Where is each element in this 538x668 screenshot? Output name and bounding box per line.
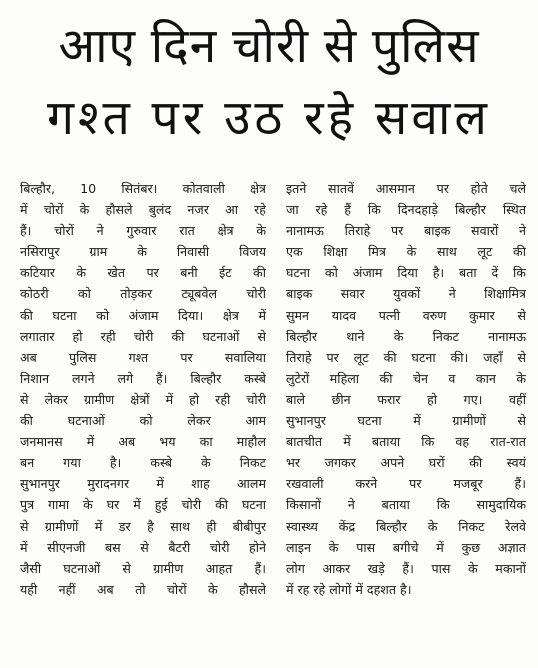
- body-line: बन गया है। कस्बे के निकट: [20, 455, 266, 471]
- body-line: कटियार के खेत पर बनी ईट की: [20, 265, 266, 281]
- body-line: घटना को अंजाम दिया है। बता दें कि: [286, 265, 526, 281]
- body-line: हैं। चोरों ने गुरुवार रात क्षेत्र के: [20, 223, 266, 239]
- body-line: सुभानपुर घटना में ग्रामीणों से: [286, 413, 526, 429]
- article-column-left: [20, 178, 266, 600]
- headline-line-2: गश्त पर उठ रहे सवाल: [47, 90, 491, 146]
- body-line: स्वास्थ्य केंद्र बिल्हौर के निकट रेलवे: [286, 518, 526, 534]
- body-line: लुटेरों महिला की चेन व कान के: [286, 370, 526, 386]
- body-line: अब पुलिस गश्त पर सवालिया: [20, 349, 266, 365]
- body-line: बाइक सवार युवकों ने शिक्षामित्र: [286, 286, 526, 302]
- body-line: जा रहे हैं कि दिनदहाड़े बिल्हौर स्थित: [286, 202, 526, 218]
- body-line: बिल्हौर, 10 सितंबर। कोतवाली क्षेत्र: [20, 181, 266, 196]
- body-line: बाले छीन फरार हो गए। वहीं: [286, 391, 526, 407]
- body-line: से ग्रामीणों में डर है साथ ही बीबीपुर: [20, 518, 266, 534]
- body-line: बिल्हौर थाने के निकट नानामऊ: [286, 328, 526, 344]
- body-line: नानामऊ तिराहे पर बाइक सवारों ने: [286, 223, 526, 239]
- body-line: में चोरों के हौसले बुलंद नजर आ रहे: [20, 202, 266, 218]
- body-line: भर जगकर अपने घरों की स्वयं: [286, 455, 526, 471]
- headline-line-1: आए दिन चोरी से पुलिस: [58, 18, 480, 74]
- body-line: में रह रहे लोगों में दहशत है।: [286, 581, 412, 597]
- body-line: इतने सातवें आसमान पर होते चले: [286, 181, 526, 196]
- body-line: की घटना को अंजाम दिया। क्षेत्र में: [20, 307, 266, 323]
- body-line: की घटनाओं को लेकर आम: [20, 413, 266, 429]
- body-line: लाइन के पास बगीचे में कुछ अज्ञात: [286, 539, 526, 555]
- body-line: से लेकर ग्रामीण क्षेत्रों में हो रही चोरी: [20, 391, 266, 407]
- body-line: कोठरी को तोड़कर ट्यूबवेल चोरी: [20, 286, 266, 302]
- body-line: सुभानपुर मुरादनगर में शाह आलम: [20, 476, 266, 492]
- body-line: बातचीत में बताया कि वह रात-रात: [286, 434, 526, 450]
- body-line: एक शिक्षा मित्र के साथ लूट की: [286, 244, 526, 260]
- article-column-right: [286, 178, 526, 600]
- body-line: सुमन यादव पत्नी वरुण कुमार से: [286, 307, 526, 323]
- body-line: तिराहे पर लूट की घटना की। जहाँ से: [286, 349, 526, 365]
- body-line: जैसी घटनाओं से ग्रामीण आहत हैं।: [20, 560, 266, 576]
- body-line: यही नहीं अब तो चोरों के हौसले: [20, 581, 266, 597]
- body-line: नसिरापुर ग्राम के निवासी विजय: [20, 244, 266, 260]
- body-line: रखवाली करने पर मजबूर हैं।: [286, 476, 526, 492]
- body-line: लोग आकर खड़े हैं। पास के मकानों: [286, 560, 526, 576]
- body-line: पुत्र गामा के घर में हुई चोरी की घटना: [20, 497, 266, 513]
- body-line: निशान लगने लगे हैं। बिल्हौर कस्बे: [20, 370, 266, 386]
- body-line: लगातार हो रही चोरी की घटनाओं से: [20, 328, 266, 344]
- body-line: में सीएनजी बस से बैटरी चोरी होने: [20, 539, 266, 555]
- column-gutter: [268, 180, 269, 640]
- body-line: किसानों ने बताया कि सामुदायिक: [286, 497, 526, 513]
- body-line: जनमानस में अब भय का माहौल: [20, 434, 266, 450]
